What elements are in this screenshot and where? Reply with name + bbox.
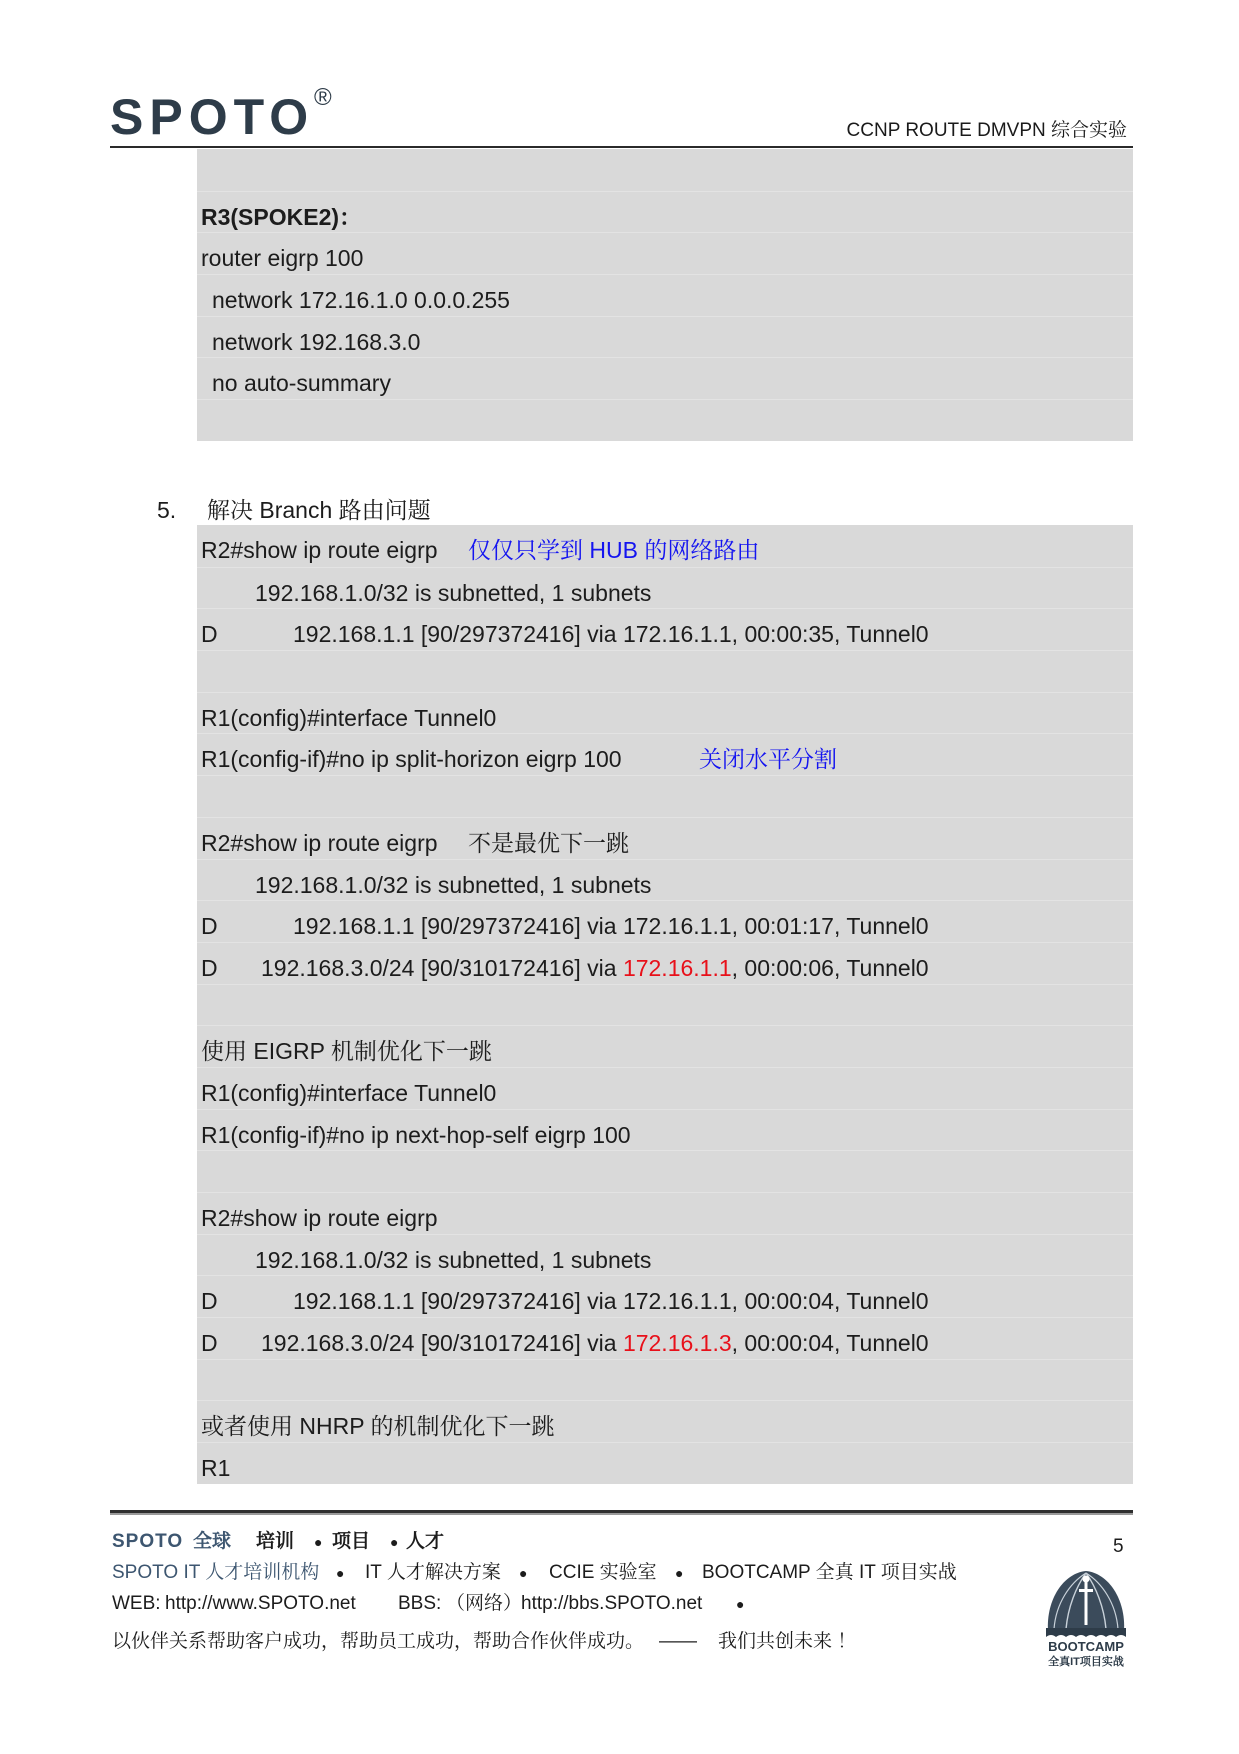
bbs-url-link[interactable]: http://bbs.SPOTO.net	[521, 1593, 703, 1614]
code-line	[197, 859, 1133, 901]
code-line	[197, 316, 1133, 358]
route-code: D	[201, 954, 218, 981]
blank-line	[197, 1150, 1133, 1192]
next-hop-highlight: 172.16.1.1	[622, 954, 732, 981]
code-line	[197, 608, 1133, 650]
code-line	[197, 692, 1133, 734]
footer-service: SPOTO IT 人才培训机构	[112, 1562, 320, 1583]
description-text: 或者使用 NHRP 的机制优化下一跳	[201, 1413, 555, 1440]
footer-pillar: 培训	[256, 1531, 295, 1552]
code-line	[197, 942, 1133, 984]
footer-pillar: 项目	[332, 1531, 371, 1552]
code-line	[197, 1067, 1133, 1109]
description-text: 使用 EIGRP 机制优化下一跳	[201, 1038, 492, 1065]
route-suffix: , 00:00:04, Tunnel0	[731, 1330, 929, 1357]
annotation-note: 不是最优下一跳	[468, 829, 629, 856]
blank-line	[197, 984, 1133, 1026]
config-command: no auto-summary	[212, 370, 391, 397]
bullet-separator: ●	[336, 1565, 345, 1581]
code-line	[197, 1400, 1133, 1442]
code-line	[197, 232, 1133, 274]
code-line	[197, 900, 1133, 942]
code-line	[197, 1317, 1133, 1359]
annotation-note: 仅仅只学到 HUB 的网络路由	[468, 537, 760, 563]
route-entry	[261, 1328, 929, 1360]
code-line	[197, 1275, 1133, 1317]
footer-service: BOOTCAMP 全真 IT 项目实战	[702, 1562, 957, 1583]
code-line	[197, 1109, 1133, 1151]
next-hop-highlight: 172.16.1.3	[622, 1330, 732, 1357]
show-command: R2#show ip route eigrp	[201, 1205, 438, 1231]
bullet-separator: ●	[675, 1565, 684, 1581]
blank-line	[197, 775, 1133, 817]
footer-brand-global: 全球	[193, 1531, 232, 1552]
blank-line	[197, 650, 1133, 692]
show-command: R2#show ip route eigrp	[201, 537, 438, 563]
subnet-summary: 192.168.1.0/32 is subnetted, 1 subnets	[255, 579, 652, 606]
footer-slogan: 以伙伴关系帮助客户成功，帮助员工成功，帮助合作伙伴成功。	[112, 1631, 645, 1652]
code-line	[197, 525, 1133, 567]
bullet-separator: ●	[390, 1534, 399, 1550]
config-command: network 192.168.3.0	[212, 328, 421, 355]
footer-rule	[110, 1510, 1133, 1515]
blank-line	[197, 1359, 1133, 1401]
route-entry	[261, 953, 929, 985]
route-entry: 192.168.1.1 [90/297372416] via 172.16.1.1, 00:01:17, Tunnel0	[293, 913, 929, 940]
code-block-r3	[197, 149, 1133, 441]
config-command: network 172.16.1.0 0.0.0.255	[212, 287, 510, 314]
code-line	[197, 567, 1133, 609]
spoto-logo: SPOTO	[110, 89, 315, 145]
section-number: 5.	[157, 497, 177, 523]
bbs-note: （网络）	[446, 1593, 523, 1614]
web-url-link[interactable]: http://www.SPOTO.net	[165, 1593, 356, 1614]
config-command: router eigrp 100	[201, 245, 364, 272]
code-line	[197, 1442, 1133, 1484]
config-command: R1	[201, 1455, 231, 1482]
code-line	[197, 357, 1133, 399]
footer-dash: ——	[659, 1631, 697, 1652]
config-command: R1(config)#interface Tunnel0	[201, 1079, 497, 1106]
section-title: 解决 Branch 路由问题	[207, 497, 431, 523]
config-command: R1(config-if)#no ip split-horizon eigrp 100	[201, 746, 622, 773]
spoke-heading: R3(SPOKE2)：	[201, 203, 363, 230]
show-command: R2#show ip route eigrp	[201, 829, 438, 856]
code-block-branch	[197, 525, 1133, 1484]
bootcamp-logo-text: BOOTCAMP	[1048, 1639, 1124, 1654]
bootcamp-tagline: 全真IT项目实战	[1048, 1656, 1124, 1668]
code-line	[197, 733, 1133, 775]
code-line	[197, 274, 1133, 316]
page-number: 5	[1113, 1536, 1124, 1557]
blank-line	[197, 149, 1133, 191]
code-line	[197, 1192, 1133, 1234]
footer-motto: 我们共创未来 ！	[718, 1631, 857, 1652]
footer-brand: SPOTO	[112, 1531, 184, 1552]
code-line	[197, 191, 1133, 233]
code-line	[197, 1234, 1133, 1276]
footer-service: CCIE 实验室	[549, 1562, 657, 1583]
bullet-separator: ●	[314, 1534, 323, 1550]
route-suffix: , 00:00:06, Tunnel0	[731, 954, 929, 981]
code-line	[197, 1025, 1133, 1067]
code-line	[197, 817, 1133, 859]
route-entry: 192.168.1.1 [90/297372416] via 172.16.1.1, 00:00:04, Tunnel0	[293, 1288, 929, 1315]
route-code: D	[201, 1330, 218, 1357]
route-prefix: 192.168.3.0/24 [90/310172416] via	[261, 1330, 623, 1357]
blank-line	[197, 399, 1133, 441]
route-code: D	[201, 621, 218, 648]
config-command: R1(config-if)#no ip next-hop-self eigrp 100	[201, 1121, 631, 1148]
dome-base	[1046, 1628, 1126, 1637]
bullet-separator: ●	[736, 1596, 745, 1612]
subnet-summary: 192.168.1.0/32 is subnetted, 1 subnets	[255, 1246, 652, 1273]
web-label: WEB:	[112, 1593, 161, 1614]
header-rule	[110, 146, 1133, 148]
route-code: D	[201, 913, 218, 940]
annotation-note: 关闭水平分割	[699, 746, 837, 773]
route-prefix: 192.168.3.0/24 [90/310172416] via	[261, 954, 623, 981]
subnet-summary: 192.168.1.0/32 is subnetted, 1 subnets	[255, 871, 652, 898]
footer-pillar: 人才	[406, 1531, 445, 1552]
footer-service: IT 人才解决方案	[365, 1562, 501, 1583]
registered-mark-icon: ®	[314, 84, 332, 111]
config-command: R1(config)#interface Tunnel0	[201, 704, 497, 731]
bootcamp-logo	[1040, 1565, 1132, 1671]
bullet-separator: ●	[519, 1565, 528, 1581]
bbs-label: BBS:	[398, 1593, 442, 1614]
route-code: D	[201, 1288, 218, 1315]
route-entry: 192.168.1.1 [90/297372416] via 172.16.1.1, 00:00:35, Tunnel0	[293, 621, 929, 648]
document-title: CCNP ROUTE DMVPN 综合实验	[846, 120, 1127, 141]
